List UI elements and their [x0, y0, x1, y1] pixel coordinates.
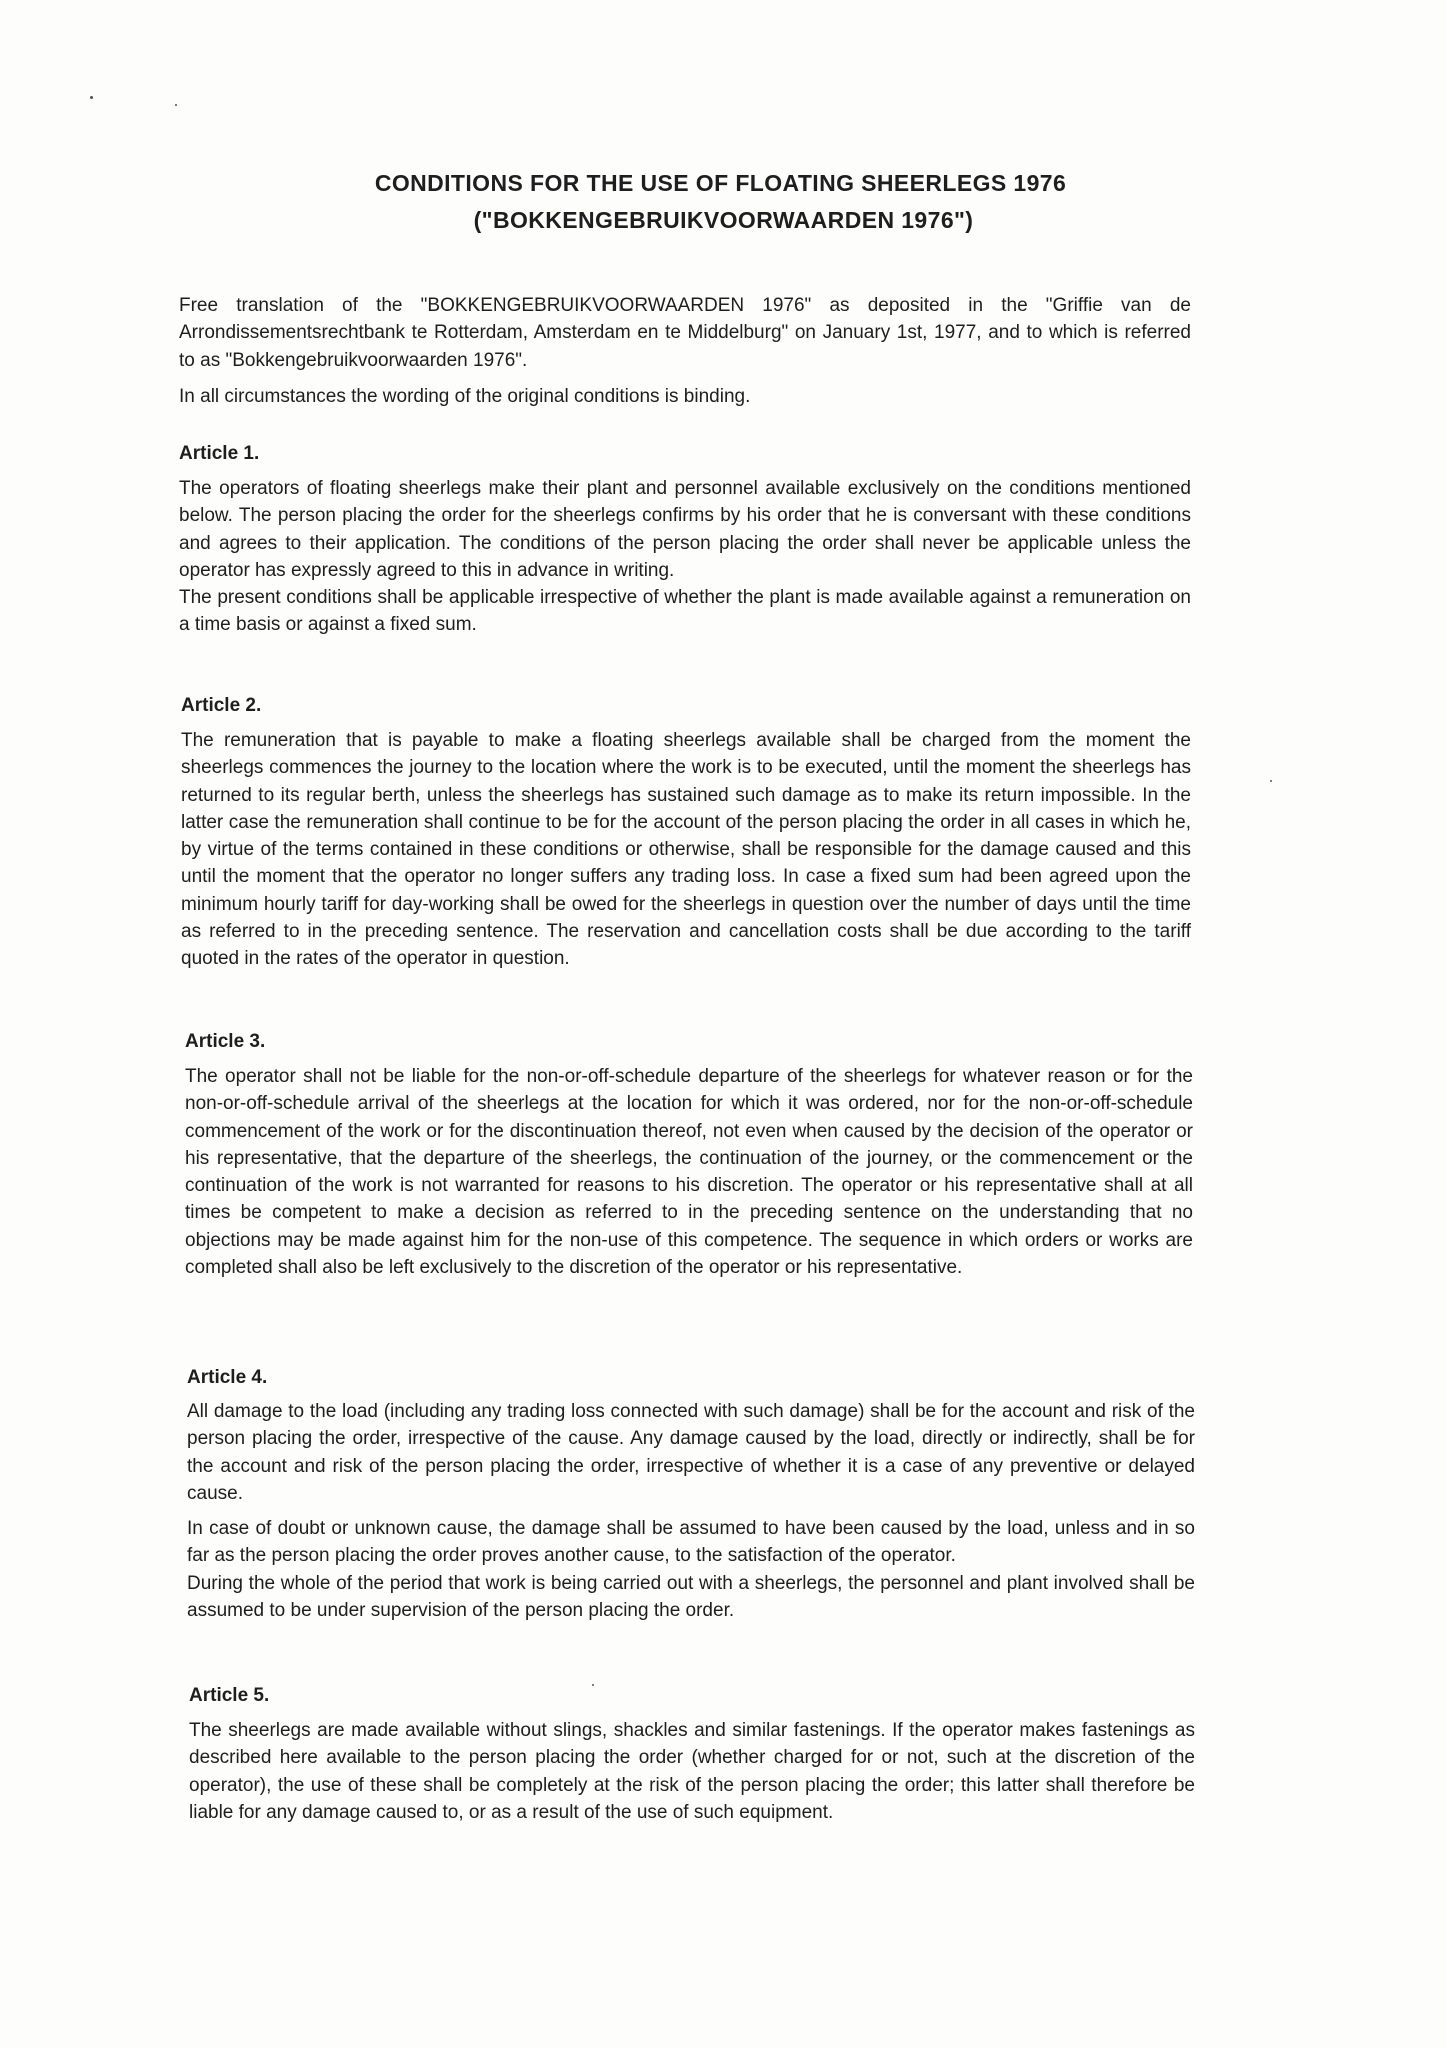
- scan-speck: [90, 96, 93, 99]
- article-3-body: [185, 1063, 1193, 1281]
- article-4-body: [187, 1398, 1195, 1624]
- article-1-body: [179, 475, 1191, 639]
- article-4-paragraph-2: In case of doubt or unknown cause, the damage shall be assumed to have been caused by the load, unless and in so far as the person placing the order proves another cause, to the satisfaction of the operator.: [187, 1518, 1195, 1567]
- scan-speck: [1270, 780, 1272, 782]
- article-3-heading: Article 3.: [185, 1031, 266, 1052]
- article-4-paragraph-3: During the whole of the period that work is being carried out with a sheerlegs, the personnel and plant involved shall be assumed to be under supervision of the person placing the order.: [187, 1572, 1195, 1622]
- article-2-heading: Article 2.: [181, 695, 262, 716]
- article-4-paragraph-1: All damage to the load (including any trading loss connected with such damage) shall be for the account and risk of the person placing the order, irrespective of the cause. Any damage caused by the load, directly or indirectly, shall be for the account and risk of the person placing the order, irrespective of whether it is a case of any preventive or delayed cause.: [187, 1401, 1195, 1504]
- article-3-paragraph-1: The operator shall not be liable for the non-or-off-schedule departure of the sheerlegs for whatever reason or for the non-or-off-schedule arrival of the sheerlegs at the location for which it was ordered, nor for the non-or-off-schedule commencement of the work or for the discontinuation thereof, not even when caused by the decision of the operator or his representative, that the departure of the sheerlegs, the continuation of the journey, or the commencement or the continuation of the work is not warranted for reasons to his discretion. The operator or his representative shall at all times be competent to make a decision as referred to in the preceding sentence on the understanding that no objections may be made against him for the non-use of this competence. The sequence in which orders or works are completed shall also be left exclusively to the discretion of the operator or his representative.: [185, 1066, 1193, 1279]
- binding-note-block: [179, 383, 1191, 410]
- binding-note: In all circumstances the wording of the original conditions is binding.: [179, 386, 751, 407]
- article-1-heading: Article 1.: [179, 443, 260, 464]
- scan-speck: [175, 104, 177, 106]
- document-subtitle: ("BOKKENGEBRUIKVOORWAARDEN 1976"): [473, 207, 974, 233]
- article-5-heading: Article 5.: [189, 1685, 270, 1706]
- scan-speck: [592, 1684, 594, 1686]
- article-2-body: [181, 727, 1191, 973]
- article-1-paragraph-2: The present conditions shall be applicable irrespective of whether the plant is made available against a remuneration on a time basis or against a fixed sum.: [179, 587, 1191, 636]
- intro-block: [179, 292, 1191, 374]
- article-5-paragraph-1: The sheerlegs are made available without slings, shackles and similar fastenings. If the operator makes fastenings as described here available to the person placing the order (whether charged for or not, such at the discretion of the operator), the use of these shall be completely at the risk of the person placing the order; this latter shall therefore be liable for any damage caused to, or as a result of the use of such equipment.: [189, 1720, 1195, 1823]
- article-1-paragraph-1: The operators of floating sheerlegs make their plant and personnel available exclusively on the conditions mentioned below. The person placing the order for the sheerlegs confirms by his order that he is conversant with these conditions and agrees to their application. The conditions of the person placing the order shall never be applicable unless the operator has expressly agreed to this in advance in writing.: [179, 478, 1191, 581]
- article-5-body: [189, 1717, 1195, 1826]
- intro-paragraph: Free translation of the "BOKKENGEBRUIKVOORWAARDEN 1976" as deposited in the "Griffie van de Arrondissementsrechtbank te Rotterdam, Amsterdam en te Middelburg" on January 1st, 1977, and to which is referred to as "Bokkengebruikvoorwaarden 1976".: [179, 295, 1191, 371]
- document-title: CONDITIONS FOR THE USE OF FLOATING SHEERLEGS 1976: [374, 170, 1067, 196]
- article-2-paragraph-1: The remuneration that is payable to make a floating sheerlegs available shall be charged from the moment the sheerlegs commences the journey to the location where the work is to be executed, until the moment the sheerlegs has returned to its regular berth, unless the sheerlegs has sustained such damage as to make its return impossible. In the latter case the remuneration shall continue to be for the account of the person placing the order in all cases in which he, by virtue of the terms contained in these conditions or otherwise, shall be responsible for the damage caused and this until the moment that the operator no longer suffers any trading loss. In case a fixed sum had been agreed upon the minimum hourly tariff for day-working shall be owed for the sheerlegs in question over the number of days until the time as referred to in the preceding sentence. The reservation and cancellation costs shall be due according to the tariff quoted in the rates of the operator in question.: [181, 730, 1191, 970]
- article-4-heading: Article 4.: [187, 1367, 268, 1388]
